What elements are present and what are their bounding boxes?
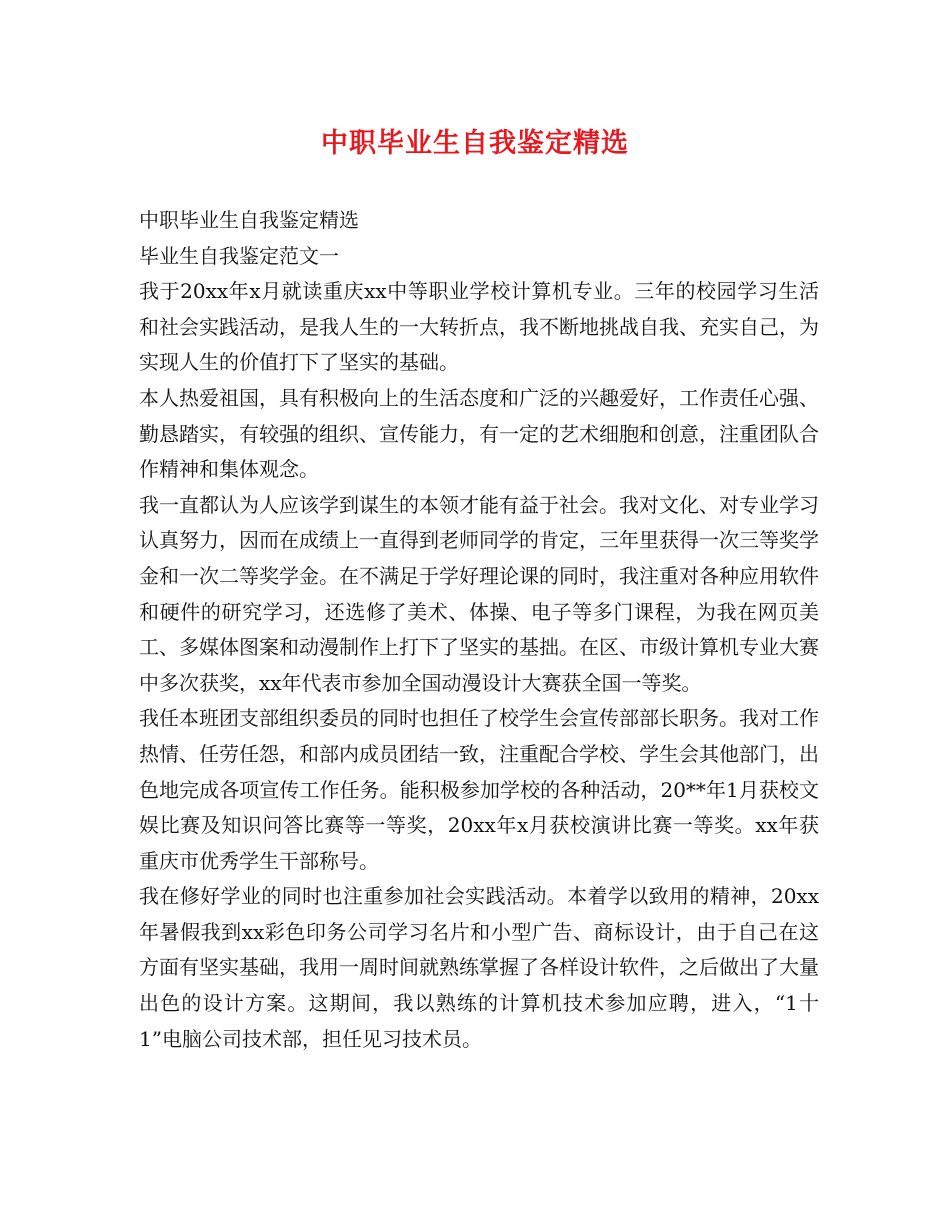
paragraph-intro: 我于20xx年x月就读重庆xx中等职业学校计算机专业。三年的校园学习生活和社会实践活动，是我人生的一大转折点，我不断地挑战自我、充实自己，为实现人生的价值打下了坚实的基础。	[139, 279, 819, 375]
paragraph-section-heading: 毕业生自我鉴定范文一	[139, 243, 339, 268]
document-body	[139, 203, 819, 1057]
paragraph-character: 本人热爱祖国，具有积极向上的生活态度和广泛的兴趣爱好，工作责任心强、勤恳踏实，有较强的组织、宣传能力，有一定的艺术细胞和创意，注重团队合作精神和集体观念。	[139, 385, 819, 482]
paragraph-practice: 我在修好学业的同时也注重参加社会实践活动。本着学以致用的精神，20xx年暑假我到xx彩色印务公司学习名片和小型广告、商标设计，由于自己在这方面有坚实基础，我用一周时间就熟练掌握了各样设计软件，之后做出了大量出色的设计方案。这期间，我以熟练的计算机技术参加应聘，进入，“1十1”电脑公司技术部，担任见习技术员。	[139, 884, 819, 1051]
paragraph-study: 我一直都认为人应该学到谋生的本领才能有益于社会。我对文化、对专业学习认真努力，因而在成绩上一直得到老师同学的肯定，三年里获得一次三等奖学金和一次二等奖学金。在不满足于学好理论课的同时，我注重对各种应用软件和硬件的研究学习，还选修了美术、体操、电子等多门课程，为我在网页美工、多媒体图案和动漫制作上打下了坚实的基拙。在区、市级计算机专业大赛中多次获奖，xx年代表市参加全国动漫设计大赛获全国一等奖。	[139, 492, 819, 695]
paragraph-student-union: 我任本班团支部组织委员的同时也担任了校学生会宣传部部长职务。我对工作热情、任劳任怨，和部内成员团结一致，注重配合学校、学生会其他部门，出色地完成各项宣传工作任务。能积极参加学校的各种活动，20**年1月获校文娱比赛及知识问答比赛等一等奖，20xx年x月获校演讲比赛一等奖。xx年获重庆市优秀学生干部称号。	[139, 706, 819, 873]
document-title: 中职毕业生自我鉴定精选	[321, 128, 629, 159]
paragraph-subtitle: 中职毕业生自我鉴定精选	[139, 208, 359, 232]
